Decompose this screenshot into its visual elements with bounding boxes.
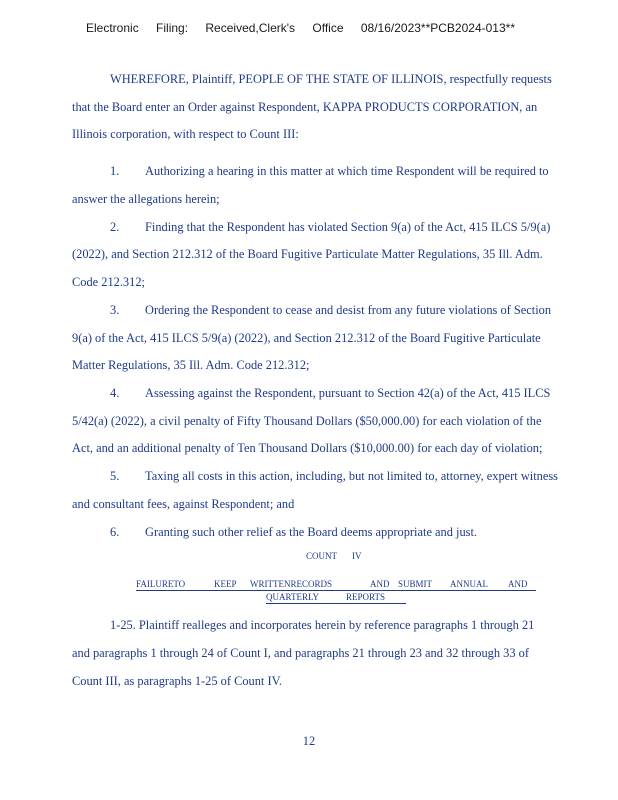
count-title — [136, 579, 536, 603]
item-6-number: 6. — [110, 525, 120, 539]
title-word-annual: ANNUAL — [450, 579, 488, 589]
page-number: 12 — [302, 734, 316, 748]
item-4-line-2: 5/42(a) (2022), a civil penalty of Fifty Thousand Dollars ($50,000.00) for each violation of the — [72, 414, 542, 428]
item-3-line-1: Ordering the Respondent to cease and desist from any future violations of Section — [145, 303, 552, 317]
intro-line-2: that the Board enter an Order against Respondent, KAPPA PRODUCTS CORPORATION, an — [72, 100, 538, 114]
count-number: IV — [352, 551, 362, 561]
header-received: Received,Clerk's — [205, 21, 296, 35]
item-5-line-2: and consultant fees, against Respondent; and — [72, 497, 295, 511]
item-3-line-3: Matter Regulations, 35 Ill. Adm. Code 212.312; — [72, 358, 310, 372]
title-word-and-2: AND — [508, 579, 528, 589]
title-word-writtenrecords: WRITTENRECORDS — [250, 579, 332, 589]
item-5-line-1: Taxing all costs in this action, including, but not limited to, attorney, expert witness — [145, 469, 559, 483]
item-4-line-3: Act, and an additional penalty of Ten Thousand Dollars ($10,000.00) for each day of violation; — [72, 441, 543, 455]
title-word-keep: KEEP — [214, 579, 237, 589]
title-word-and: AND — [370, 579, 390, 589]
item-6-line-1: Granting such other relief as the Board deems appropriate and just. — [145, 525, 478, 539]
item-1-number: 1. — [110, 164, 120, 178]
item-1-line-1: Authorizing a hearing in this matter at which time Respondent will be required to — [145, 164, 549, 178]
item-3-line-2: 9(a) of the Act, 415 ILCS 5/9(a) (2022), and Section 212.312 of the Board Fugitive Particulate — [72, 331, 541, 345]
filing-header — [86, 21, 515, 35]
realleges-line-3: Count III, as paragraphs 1-25 of Count IV. — [72, 674, 283, 688]
realleges-line-2: and paragraphs 1 through 24 of Count I, and paragraphs 21 through 23 and 32 through 33 of — [72, 646, 529, 660]
item-5-number: 5. — [110, 469, 120, 483]
item-3-number: 3. — [110, 303, 120, 317]
count-label: COUNT — [306, 551, 337, 561]
title-word-submit: SUBMIT — [398, 579, 433, 589]
item-4-line-1: Assessing against the Respondent, pursuant to Section 42(a) of the Act, 415 ILCS — [145, 386, 551, 400]
item-2-line-1: Finding that the Respondent has violated Section 9(a) of the Act, 415 ILCS 5/9(a) — [145, 220, 551, 234]
title-word-reports: REPORTS — [346, 592, 385, 602]
header-filing: Filing: — [156, 21, 189, 35]
item-1-line-2: answer the allegations herein; — [72, 192, 220, 206]
header-office: Office — [312, 21, 344, 35]
header-electronic: Electronic — [86, 21, 139, 35]
item-2-line-2: (2022), and Section 212.312 of the Board Fugitive Particulate Matter Regulations, 35 Ill. Adm. — [72, 247, 543, 261]
item-2-number: 2. — [110, 220, 120, 234]
realleges-line-1: 1-25. Plaintiff realleges and incorporates herein by reference paragraphs 1 through 21 — [110, 618, 535, 632]
title-word-failureto: FAILURETO — [136, 579, 186, 589]
item-2-line-3: Code 212.312; — [72, 275, 145, 289]
header-date-case: 08/16/2023**PCB2024-013** — [360, 21, 515, 35]
item-4-number: 4. — [110, 386, 120, 400]
intro-line-1: WHEREFORE, Plaintiff, PEOPLE OF THE STATE OF ILLINOIS, respectfully requests — [110, 72, 552, 86]
intro-line-3: Illinois corporation, with respect to Count III: — [72, 127, 299, 141]
title-word-quarterly: QUARTERLY — [266, 592, 320, 602]
